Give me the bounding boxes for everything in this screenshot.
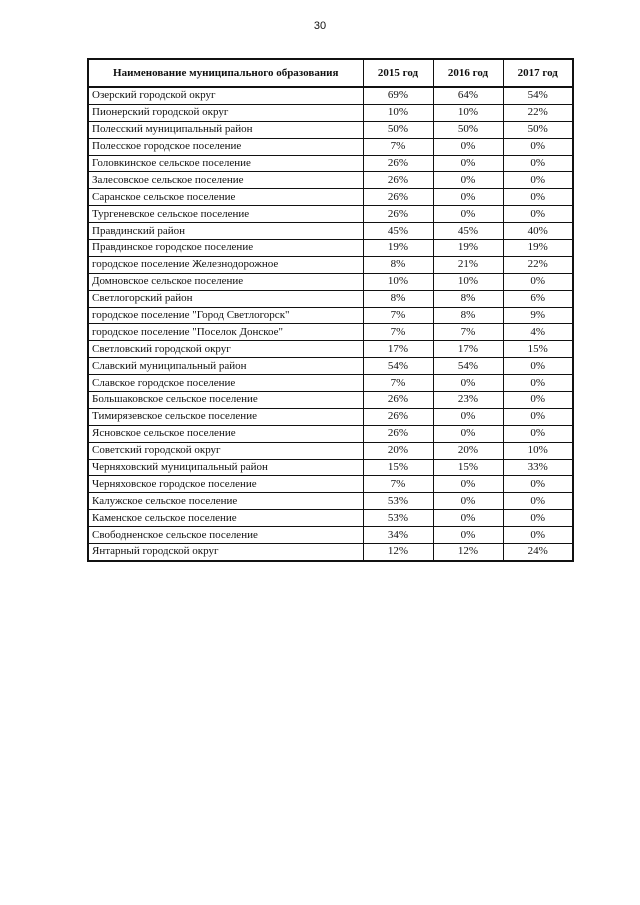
cell-value-2017: 9% <box>503 307 573 324</box>
table-row <box>88 256 573 273</box>
cell-value-2016: 0% <box>433 375 503 392</box>
cell-value-2016: 0% <box>433 138 503 155</box>
cell-value-2015: 10% <box>363 273 433 290</box>
cell-value-2015: 12% <box>363 544 433 561</box>
cell-value-2015: 50% <box>363 121 433 138</box>
cell-value-2017: 0% <box>503 206 573 223</box>
cell-value-2017: 40% <box>503 223 573 240</box>
table-row <box>88 240 573 257</box>
cell-value-2016: 17% <box>433 341 503 358</box>
table-row <box>88 290 573 307</box>
cell-value-2017: 0% <box>503 375 573 392</box>
cell-value-2015: 17% <box>363 341 433 358</box>
cell-municipality-name: Домновское сельское поселение <box>88 273 363 290</box>
cell-value-2015: 26% <box>363 408 433 425</box>
cell-value-2016: 0% <box>433 408 503 425</box>
cell-value-2016: 10% <box>433 273 503 290</box>
municipal-data-table <box>87 58 574 562</box>
table-row <box>88 223 573 240</box>
cell-value-2017: 0% <box>503 358 573 375</box>
cell-value-2015: 26% <box>363 155 433 172</box>
cell-value-2016: 0% <box>433 476 503 493</box>
cell-value-2017: 22% <box>503 104 573 121</box>
cell-value-2015: 53% <box>363 493 433 510</box>
table-row <box>88 307 573 324</box>
cell-municipality-name: Славское городское поселение <box>88 375 363 392</box>
cell-value-2017: 0% <box>503 510 573 527</box>
cell-value-2016: 12% <box>433 544 503 561</box>
table-row <box>88 341 573 358</box>
table-row <box>88 392 573 409</box>
table-row <box>88 87 573 104</box>
cell-municipality-name: Правдинское городское поселение <box>88 240 363 257</box>
cell-value-2015: 7% <box>363 476 433 493</box>
table-row <box>88 544 573 561</box>
table-row <box>88 155 573 172</box>
cell-municipality-name: Залесовское сельское поселение <box>88 172 363 189</box>
cell-municipality-name: Саранское сельское поселение <box>88 189 363 206</box>
column-header-2017: 2017 год <box>503 59 573 87</box>
cell-value-2017: 0% <box>503 189 573 206</box>
cell-value-2016: 23% <box>433 392 503 409</box>
cell-value-2017: 33% <box>503 459 573 476</box>
cell-municipality-name: Ясновское сельское поселение <box>88 425 363 442</box>
cell-municipality-name: городское поселение "Поселок Донское" <box>88 324 363 341</box>
cell-value-2016: 20% <box>433 442 503 459</box>
column-header-2016: 2016 год <box>433 59 503 87</box>
table-row <box>88 273 573 290</box>
cell-value-2015: 26% <box>363 392 433 409</box>
cell-municipality-name: Головкинское сельское поселение <box>88 155 363 172</box>
cell-value-2017: 15% <box>503 341 573 358</box>
table-row <box>88 442 573 459</box>
cell-value-2017: 22% <box>503 256 573 273</box>
table-row <box>88 206 573 223</box>
cell-value-2015: 8% <box>363 290 433 307</box>
table-row <box>88 324 573 341</box>
cell-value-2016: 7% <box>433 324 503 341</box>
cell-value-2016: 0% <box>433 189 503 206</box>
cell-municipality-name: Свободненское сельское поселение <box>88 527 363 544</box>
cell-value-2015: 19% <box>363 240 433 257</box>
cell-value-2016: 0% <box>433 493 503 510</box>
table-row <box>88 375 573 392</box>
cell-value-2016: 8% <box>433 307 503 324</box>
cell-value-2015: 26% <box>363 189 433 206</box>
cell-value-2015: 45% <box>363 223 433 240</box>
cell-value-2017: 0% <box>503 138 573 155</box>
cell-value-2017: 0% <box>503 172 573 189</box>
cell-value-2015: 26% <box>363 206 433 223</box>
cell-value-2016: 0% <box>433 155 503 172</box>
cell-value-2017: 54% <box>503 87 573 104</box>
cell-municipality-name: Правдинский район <box>88 223 363 240</box>
cell-municipality-name: Большаковское сельское поселение <box>88 392 363 409</box>
cell-municipality-name: Черняховское городское поселение <box>88 476 363 493</box>
table-row <box>88 138 573 155</box>
cell-value-2016: 0% <box>433 206 503 223</box>
cell-municipality-name: Янтарный городской округ <box>88 544 363 561</box>
table-row <box>88 172 573 189</box>
cell-value-2016: 0% <box>433 510 503 527</box>
table-row <box>88 358 573 375</box>
cell-value-2017: 19% <box>503 240 573 257</box>
column-header-2015: 2015 год <box>363 59 433 87</box>
column-header-name: Наименование муниципального образования <box>88 59 363 87</box>
cell-value-2015: 8% <box>363 256 433 273</box>
cell-value-2016: 45% <box>433 223 503 240</box>
cell-value-2016: 54% <box>433 358 503 375</box>
table-row <box>88 121 573 138</box>
table-row <box>88 408 573 425</box>
cell-value-2016: 8% <box>433 290 503 307</box>
cell-value-2017: 0% <box>503 425 573 442</box>
table-row <box>88 425 573 442</box>
cell-value-2015: 7% <box>363 307 433 324</box>
table-row <box>88 476 573 493</box>
cell-value-2015: 53% <box>363 510 433 527</box>
cell-municipality-name: городское поселение Железнодорожное <box>88 256 363 273</box>
cell-value-2017: 6% <box>503 290 573 307</box>
table-row <box>88 104 573 121</box>
cell-municipality-name: Тургеневское сельское поселение <box>88 206 363 223</box>
cell-value-2016: 0% <box>433 425 503 442</box>
cell-value-2015: 54% <box>363 358 433 375</box>
cell-value-2017: 0% <box>503 392 573 409</box>
table-row <box>88 459 573 476</box>
cell-value-2016: 10% <box>433 104 503 121</box>
cell-value-2017: 0% <box>503 408 573 425</box>
cell-value-2016: 19% <box>433 240 503 257</box>
table-row <box>88 527 573 544</box>
cell-municipality-name: городское поселение "Город Светлогорск" <box>88 307 363 324</box>
cell-municipality-name: Полесское городское поселение <box>88 138 363 155</box>
cell-value-2015: 7% <box>363 375 433 392</box>
cell-municipality-name: Светлогорский район <box>88 290 363 307</box>
cell-value-2017: 0% <box>503 476 573 493</box>
cell-value-2017: 50% <box>503 121 573 138</box>
cell-municipality-name: Тимирязевское сельское поселение <box>88 408 363 425</box>
cell-municipality-name: Славский муниципальный район <box>88 358 363 375</box>
cell-value-2016: 15% <box>433 459 503 476</box>
table-body <box>88 87 573 561</box>
cell-value-2016: 0% <box>433 172 503 189</box>
table-row <box>88 493 573 510</box>
cell-value-2016: 50% <box>433 121 503 138</box>
cell-municipality-name: Светловский городской округ <box>88 341 363 358</box>
cell-municipality-name: Советский городской округ <box>88 442 363 459</box>
cell-value-2016: 21% <box>433 256 503 273</box>
cell-value-2017: 0% <box>503 155 573 172</box>
cell-value-2015: 26% <box>363 425 433 442</box>
cell-value-2017: 0% <box>503 493 573 510</box>
cell-value-2016: 64% <box>433 87 503 104</box>
cell-value-2017: 0% <box>503 527 573 544</box>
cell-value-2015: 34% <box>363 527 433 544</box>
cell-value-2015: 7% <box>363 324 433 341</box>
table-row <box>88 510 573 527</box>
cell-municipality-name: Калужское сельское поселение <box>88 493 363 510</box>
cell-municipality-name: Пионерский городской округ <box>88 104 363 121</box>
page-number: 30 <box>313 20 327 32</box>
cell-municipality-name: Каменское сельское поселение <box>88 510 363 527</box>
table-row <box>88 189 573 206</box>
cell-value-2016: 0% <box>433 527 503 544</box>
cell-value-2017: 0% <box>503 273 573 290</box>
cell-value-2015: 7% <box>363 138 433 155</box>
cell-municipality-name: Озерский городской округ <box>88 87 363 104</box>
cell-value-2015: 20% <box>363 442 433 459</box>
cell-value-2017: 10% <box>503 442 573 459</box>
table-header-row <box>88 59 573 87</box>
cell-value-2015: 10% <box>363 104 433 121</box>
cell-municipality-name: Полесский муниципальный район <box>88 121 363 138</box>
cell-municipality-name: Черняховский муниципальный район <box>88 459 363 476</box>
cell-value-2015: 69% <box>363 87 433 104</box>
cell-value-2017: 4% <box>503 324 573 341</box>
cell-value-2015: 15% <box>363 459 433 476</box>
cell-value-2017: 24% <box>503 544 573 561</box>
cell-value-2015: 26% <box>363 172 433 189</box>
